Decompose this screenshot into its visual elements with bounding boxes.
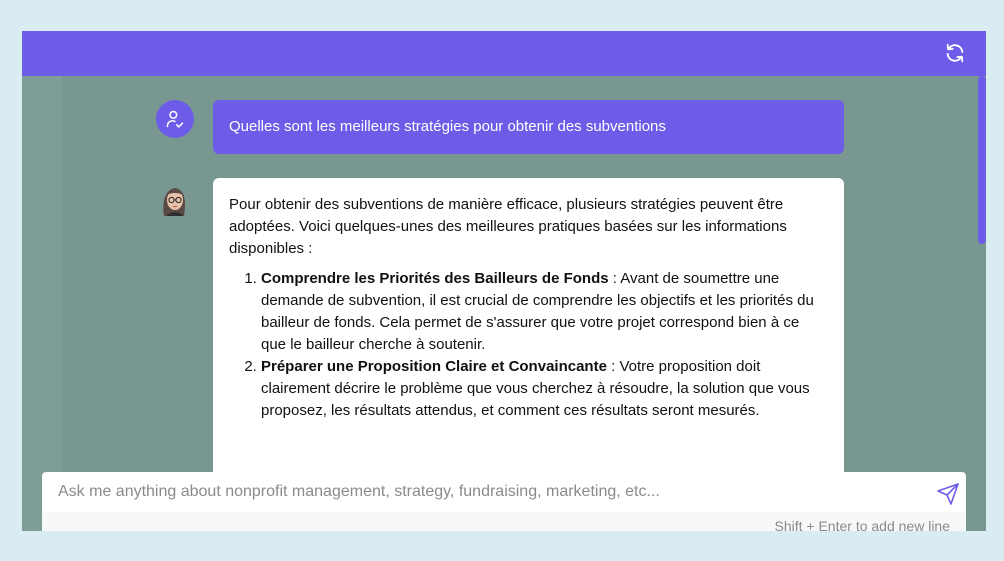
assistant-avatar	[156, 180, 194, 218]
strategy-list	[229, 268, 828, 422]
list-item-title: Préparer une Proposition Claire et Convaincante	[261, 358, 607, 375]
user-check-icon	[165, 109, 185, 129]
list-item	[261, 356, 828, 422]
message-input[interactable]	[42, 472, 922, 512]
newline-hint: Shift + Enter to add new line	[774, 518, 950, 531]
composer-footer	[42, 512, 966, 531]
scrollbar[interactable]	[978, 76, 986, 244]
list-item-title: Comprendre les Priorités des Bailleurs de Fonds	[261, 270, 609, 287]
assistant-avatar-icon	[156, 180, 194, 218]
user-avatar	[156, 100, 194, 138]
top-bar	[22, 31, 986, 76]
refresh-icon	[944, 42, 966, 64]
send-button[interactable]	[936, 482, 960, 506]
assistant-intro: Pour obtenir des subventions de manière efficace, plusieurs stratégies peuvent être adoptées. Voici quelques-unes des meilleures pratiques basées sur les informations disponibles :	[229, 196, 787, 257]
list-item	[261, 268, 828, 356]
user-message	[213, 100, 844, 154]
user-message-text: Quelles sont les meilleurs stratégies pour obtenir des subventions	[229, 118, 666, 135]
composer	[42, 472, 966, 531]
list-item-text: : Votre proposition doit clairement décrire le problème que vous cherchez à résoudre, la solution que vous proposez, les résultats attendus, et comment ces résultats seront mesurés.	[261, 358, 810, 419]
chat-area[interactable]	[22, 76, 986, 531]
chat-app	[22, 31, 986, 531]
refresh-button[interactable]	[944, 42, 966, 64]
list-item-text: : Avant de soumettre une demande de subvention, il est crucial de comprendre les objectifs et les priorités du bailleur de fonds. Cela permet de s'assurer que votre projet correspond bien à ce que le bailleur cherche à soutenir.	[261, 270, 814, 353]
send-icon	[936, 482, 960, 506]
